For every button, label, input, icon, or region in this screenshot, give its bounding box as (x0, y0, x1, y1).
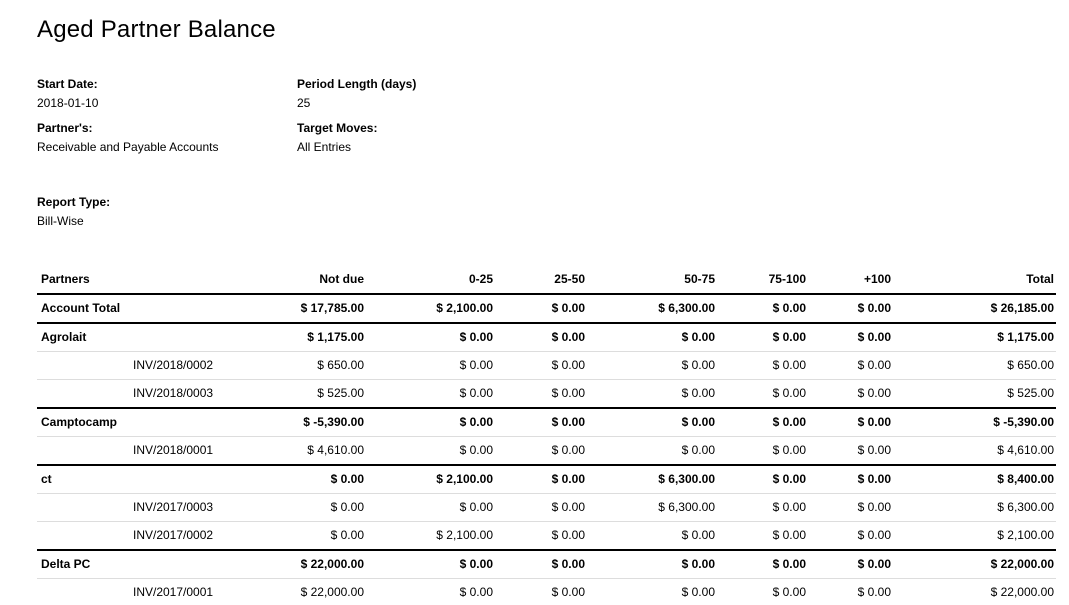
amount-cell: $ 22,000.00 (217, 579, 366, 605)
aged-balance-table (37, 266, 1056, 605)
amount-cell: $ 22,000.00 (217, 550, 366, 579)
amount-cell: $ 0.00 (495, 579, 587, 605)
invoice-ref-cell: INV/2018/0002 (37, 352, 217, 380)
amount-cell: $ 0.00 (495, 494, 587, 522)
amount-cell: $ 0.00 (808, 465, 893, 494)
amount-cell: $ 8,400.00 (893, 465, 1056, 494)
field-value: Receivable and Payable Accounts (37, 140, 219, 154)
amount-cell: $ 525.00 (217, 380, 366, 409)
amount-cell: $ 0.00 (808, 380, 893, 409)
amount-cell: $ 0.00 (495, 323, 587, 352)
amount-cell: $ 0.00 (587, 323, 717, 352)
amount-cell: $ 6,300.00 (587, 494, 717, 522)
amount-cell: $ 17,785.00 (217, 294, 366, 323)
amount-cell: $ 0.00 (217, 522, 366, 551)
amount-cell: $ 0.00 (717, 522, 808, 551)
table-header-row (37, 266, 1056, 294)
amount-cell: $ 0.00 (366, 550, 495, 579)
field-label: Period Length (days) (297, 77, 417, 91)
amount-cell: $ 0.00 (587, 550, 717, 579)
invoice-ref-cell: INV/2018/0003 (37, 380, 217, 409)
amount-cell: $ 0.00 (808, 437, 893, 466)
amount-cell: $ 0.00 (587, 579, 717, 605)
amount-cell: $ 0.00 (717, 579, 808, 605)
table-row-invoice (37, 380, 1056, 409)
page-title: Aged Partner Balance (37, 16, 276, 43)
amount-cell: $ 0.00 (717, 465, 808, 494)
amount-cell: $ 0.00 (808, 352, 893, 380)
amount-cell: $ 0.00 (495, 380, 587, 409)
field-value: Bill-Wise (37, 214, 84, 228)
amount-cell: $ 0.00 (717, 323, 808, 352)
field-start-date (37, 77, 297, 111)
partner-cell: Agrolait (37, 323, 217, 352)
invoice-ref-cell: INV/2017/0001 (37, 579, 217, 605)
amount-cell: $ 1,175.00 (217, 323, 366, 352)
amount-cell: $ 0.00 (366, 579, 495, 605)
table-row-invoice (37, 494, 1056, 522)
field-value: All Entries (297, 140, 352, 154)
amount-cell: $ 0.00 (717, 494, 808, 522)
invoice-ref-cell: INV/2017/0002 (37, 522, 217, 551)
column-header-partners: Partners (37, 266, 217, 294)
amount-cell: $ -5,390.00 (893, 408, 1056, 437)
amount-cell: $ 0.00 (366, 408, 495, 437)
column-header-0-25: 0-25 (366, 266, 495, 294)
amount-cell: $ 2,100.00 (893, 522, 1056, 551)
partner-cell: Delta PC (37, 550, 217, 579)
amount-cell: $ 0.00 (217, 465, 366, 494)
amount-cell: $ 0.00 (495, 352, 587, 380)
table-row-invoice (37, 579, 1056, 605)
column-header-plus-100: +100 (808, 266, 893, 294)
field-partners (37, 121, 297, 155)
table-row-partner (37, 550, 1056, 579)
amount-cell: $ 0.00 (808, 522, 893, 551)
field-target-moves (297, 121, 1057, 155)
field-value: 25 (297, 96, 311, 110)
amount-cell: $ 0.00 (495, 522, 587, 551)
partner-cell: Account Total (37, 294, 217, 323)
field-label: Partner's: (37, 121, 93, 135)
amount-cell: $ 0.00 (495, 437, 587, 466)
amount-cell: $ 0.00 (587, 437, 717, 466)
field-value: 2018-01-10 (37, 96, 99, 110)
amount-cell: $ 0.00 (717, 550, 808, 579)
amount-cell: $ 26,185.00 (893, 294, 1056, 323)
amount-cell: $ 0.00 (717, 408, 808, 437)
amount-cell: $ 0.00 (808, 550, 893, 579)
amount-cell: $ 0.00 (808, 408, 893, 437)
column-header-total: Total (893, 266, 1056, 294)
amount-cell: $ 0.00 (495, 465, 587, 494)
table-row-invoice (37, 352, 1056, 380)
amount-cell: $ 0.00 (587, 352, 717, 380)
amount-cell: $ 0.00 (495, 294, 587, 323)
amount-cell: $ 2,100.00 (366, 294, 495, 323)
amount-cell: $ 650.00 (893, 352, 1056, 380)
amount-cell: $ 0.00 (366, 323, 495, 352)
amount-cell: $ 0.00 (495, 408, 587, 437)
column-header-not-due: Not due (217, 266, 366, 294)
partner-cell: Camptocamp (37, 408, 217, 437)
column-header-75-100: 75-100 (717, 266, 808, 294)
amount-cell: $ 4,610.00 (217, 437, 366, 466)
table-row-partner (37, 465, 1056, 494)
table-row-partner (37, 408, 1056, 437)
column-header-25-50: 25-50 (495, 266, 587, 294)
field-label: Report Type: (37, 195, 111, 209)
amount-cell: $ 4,610.00 (893, 437, 1056, 466)
amount-cell: $ 0.00 (587, 522, 717, 551)
amount-cell: $ 0.00 (808, 294, 893, 323)
amount-cell: $ 0.00 (587, 408, 717, 437)
amount-cell: $ 22,000.00 (893, 579, 1056, 605)
amount-cell: $ 0.00 (366, 352, 495, 380)
amount-cell: $ 22,000.00 (893, 550, 1056, 579)
partner-cell: ct (37, 465, 217, 494)
amount-cell: $ 525.00 (893, 380, 1056, 409)
amount-cell: $ 0.00 (217, 494, 366, 522)
amount-cell: $ 0.00 (587, 380, 717, 409)
invoice-ref-cell: INV/2017/0003 (37, 494, 217, 522)
amount-cell: $ 0.00 (808, 579, 893, 605)
report-filters (37, 77, 1057, 229)
field-period-length (297, 77, 1057, 111)
amount-cell: $ 0.00 (808, 494, 893, 522)
amount-cell: $ 0.00 (495, 550, 587, 579)
amount-cell: $ 6,300.00 (587, 465, 717, 494)
column-header-50-75: 50-75 (587, 266, 717, 294)
amount-cell: $ 0.00 (717, 352, 808, 380)
table-row-invoice (37, 437, 1056, 466)
table-row-invoice (37, 522, 1056, 551)
amount-cell: $ 2,100.00 (366, 465, 495, 494)
amount-cell: $ 0.00 (366, 494, 495, 522)
amount-cell: $ 0.00 (717, 437, 808, 466)
field-label: Start Date: (37, 77, 98, 91)
amount-cell: $ 0.00 (717, 294, 808, 323)
invoice-ref-cell: INV/2018/0001 (37, 437, 217, 466)
amount-cell: $ 0.00 (366, 437, 495, 466)
amount-cell: $ 650.00 (217, 352, 366, 380)
amount-cell: $ 0.00 (717, 380, 808, 409)
amount-cell: $ -5,390.00 (217, 408, 366, 437)
table-row-account-total (37, 294, 1056, 323)
table-row-partner (37, 323, 1056, 352)
amount-cell: $ 0.00 (366, 380, 495, 409)
field-label: Target Moves: (297, 121, 378, 135)
amount-cell: $ 6,300.00 (587, 294, 717, 323)
amount-cell: $ 1,175.00 (893, 323, 1056, 352)
field-report-type (37, 195, 297, 229)
amount-cell: $ 0.00 (808, 323, 893, 352)
amount-cell: $ 2,100.00 (366, 522, 495, 551)
amount-cell: $ 6,300.00 (893, 494, 1056, 522)
